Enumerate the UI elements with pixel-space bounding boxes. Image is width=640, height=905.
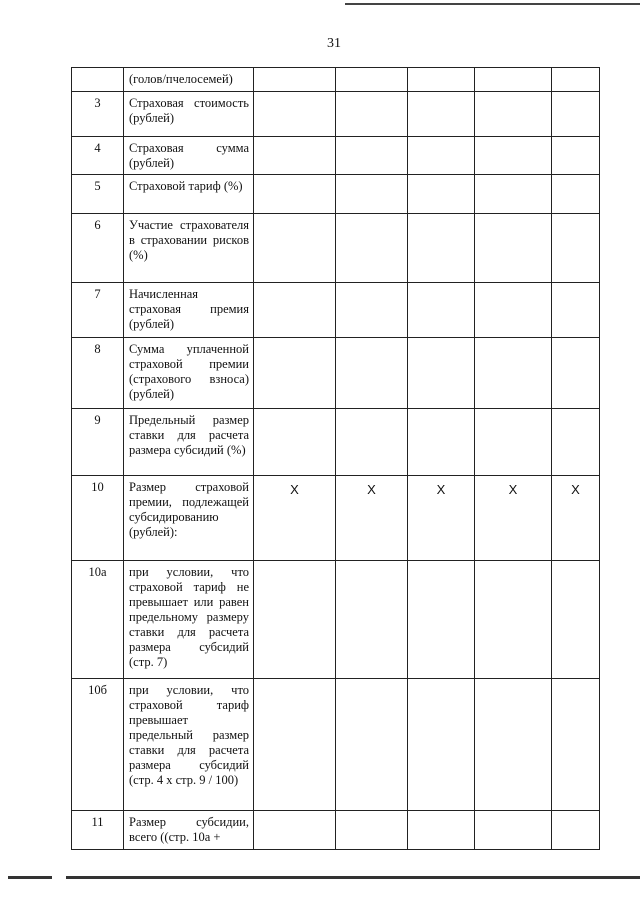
value-cell <box>408 214 475 283</box>
bottom-edge-line <box>8 876 640 879</box>
value-cell <box>254 283 336 338</box>
value-cell <box>475 679 552 811</box>
value-cell <box>408 561 475 679</box>
table-row <box>72 679 600 811</box>
value-cell <box>408 811 475 850</box>
row-number: 7 <box>72 283 124 338</box>
value-cell: X <box>552 476 600 561</box>
table-row <box>72 68 600 92</box>
value-cell <box>475 92 552 137</box>
value-cell <box>254 338 336 409</box>
value-cell <box>552 561 600 679</box>
value-cell <box>336 137 408 175</box>
row-indicator-name: Страховой тариф (%) <box>124 175 254 214</box>
table-row <box>72 283 600 338</box>
value-cell: X <box>475 476 552 561</box>
value-cell <box>254 409 336 476</box>
row-number: 5 <box>72 175 124 214</box>
row-indicator-name: Начисленная страховая премия (рублей) <box>124 283 254 338</box>
value-cell <box>336 679 408 811</box>
value-cell <box>254 137 336 175</box>
row-number: 10а <box>72 561 124 679</box>
value-cell <box>552 68 600 92</box>
value-cell <box>254 92 336 137</box>
value-cell <box>336 175 408 214</box>
value-cell <box>475 214 552 283</box>
row-number: 11 <box>72 811 124 850</box>
row-indicator-name: при условии, что страховой тариф не превышает или равен предельному размеру ставки для расчета размера субсидий (стр. 7) <box>124 561 254 679</box>
value-cell <box>475 137 552 175</box>
value-cell <box>475 338 552 409</box>
table-row <box>72 476 600 561</box>
value-cell <box>254 811 336 850</box>
value-cell <box>475 68 552 92</box>
value-cell <box>254 214 336 283</box>
table-row <box>72 92 600 137</box>
row-indicator-name: Размер субсидии, всего ((стр. 10а + <box>124 811 254 850</box>
value-cell <box>552 137 600 175</box>
value-cell <box>254 561 336 679</box>
row-indicator-name: Страховая стоимость (рублей) <box>124 92 254 137</box>
value-cell <box>336 68 408 92</box>
value-cell <box>552 214 600 283</box>
value-cell <box>254 175 336 214</box>
value-cell: X <box>254 476 336 561</box>
value-cell <box>475 561 552 679</box>
value-cell <box>408 68 475 92</box>
value-cell <box>475 811 552 850</box>
row-number: 10б <box>72 679 124 811</box>
value-cell <box>336 561 408 679</box>
page-number: 31 <box>327 36 341 51</box>
value-cell: X <box>336 476 408 561</box>
value-cell <box>336 92 408 137</box>
row-indicator-name: Участие страхователя в страховании рисков (%) <box>124 214 254 283</box>
row-number: 6 <box>72 214 124 283</box>
row-number: 3 <box>72 92 124 137</box>
value-cell: X <box>408 476 475 561</box>
row-indicator-name: Размер страховой премии, подлежащей субсидированию (рублей): <box>124 476 254 561</box>
table-row <box>72 561 600 679</box>
row-number <box>72 68 124 92</box>
row-indicator-name: Сумма уплаченной страховой премии (страхового взноса) (рублей) <box>124 338 254 409</box>
value-cell <box>336 338 408 409</box>
value-cell <box>552 92 600 137</box>
table-row <box>72 811 600 850</box>
value-cell <box>336 409 408 476</box>
row-number: 8 <box>72 338 124 409</box>
row-indicator-name: (голов/пчелосемей) <box>124 68 254 92</box>
row-indicator-name: Предельный размер ставки для расчета размера субсидий (%) <box>124 409 254 476</box>
value-cell <box>408 283 475 338</box>
value-cell <box>336 811 408 850</box>
row-number: 10 <box>72 476 124 561</box>
row-indicator-name: при условии, что страховой тариф превышает предельный размер ставки для расчета размера субсидий (стр. 4 x стр. 9 / 100) <box>124 679 254 811</box>
value-cell <box>408 92 475 137</box>
value-cell <box>552 679 600 811</box>
value-cell <box>336 283 408 338</box>
row-number: 4 <box>72 137 124 175</box>
value-cell <box>475 175 552 214</box>
value-cell <box>408 338 475 409</box>
top-edge-line <box>345 3 640 5</box>
value-cell <box>408 679 475 811</box>
table-row <box>72 175 600 214</box>
value-cell <box>254 679 336 811</box>
value-cell <box>552 338 600 409</box>
table-row <box>72 137 600 175</box>
value-cell <box>408 409 475 476</box>
row-number: 9 <box>72 409 124 476</box>
value-cell <box>475 283 552 338</box>
value-cell <box>336 214 408 283</box>
value-cell <box>552 175 600 214</box>
value-cell <box>552 283 600 338</box>
value-cell <box>475 409 552 476</box>
form-table <box>71 67 600 850</box>
row-indicator-name: Страховая сумма (рублей) <box>124 137 254 175</box>
table-row <box>72 338 600 409</box>
value-cell <box>254 68 336 92</box>
table-row <box>72 214 600 283</box>
value-cell <box>408 175 475 214</box>
value-cell <box>552 811 600 850</box>
table-row <box>72 409 600 476</box>
value-cell <box>552 409 600 476</box>
value-cell <box>408 137 475 175</box>
